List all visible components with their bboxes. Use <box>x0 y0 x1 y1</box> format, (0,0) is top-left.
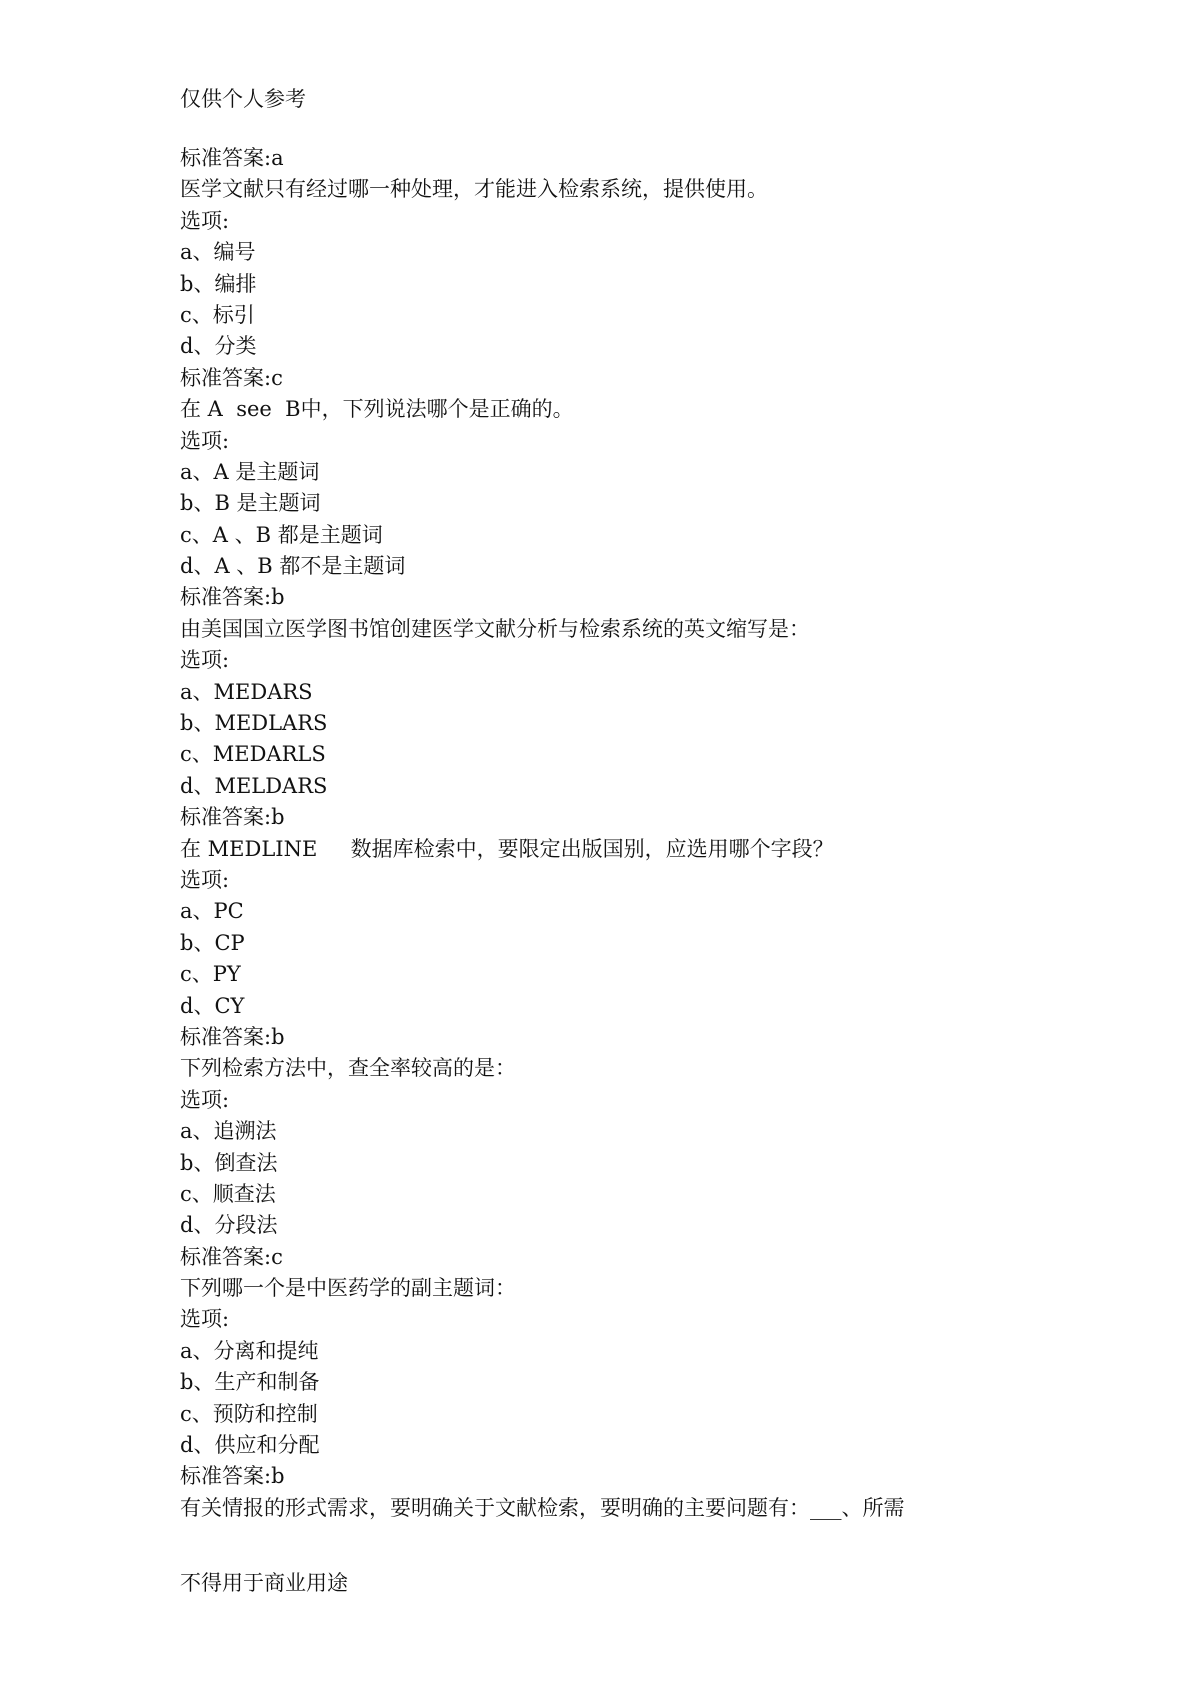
text-line: 标准答案:b <box>180 585 285 610</box>
text-line: d、供应和分配 <box>180 1433 320 1458</box>
text-line: 下列检索方法中，查全率较高的是： <box>180 1056 516 1081</box>
text-line: a、MEDARS <box>180 679 313 704</box>
text-line: 在 MEDLINE 数据库检索中，要限定出版国别，应选用哪个字段？ <box>180 836 834 861</box>
text-line: 标准答案:c <box>180 1244 283 1269</box>
text-line: c、A 、B 都是主题词 <box>180 522 383 547</box>
text-line: c、预防和控制 <box>180 1401 318 1426</box>
text-line: 医学文献只有经过哪一种处理，才能进入检索系统，提供使用。 <box>180 177 768 202</box>
text-line: c、PY <box>180 962 241 987</box>
text-line: 标准答案:a <box>180 146 284 170</box>
text-line: c、顺查法 <box>180 1181 276 1206</box>
text-line: b、CP <box>180 930 245 955</box>
text-line: d、CY <box>180 993 245 1018</box>
text-line: 下列哪一个是中医药学的副主题词： <box>180 1276 516 1301</box>
text-line: d、分段法 <box>180 1213 278 1238</box>
text-line: 标准答案:c <box>180 365 283 390</box>
text-line: a、PC <box>180 899 244 924</box>
text-line: 由美国国立医学图书馆创建医学文献分析与检索系统的英文缩写是： <box>180 616 810 641</box>
text-line: b、MEDLARS <box>180 711 328 736</box>
text-line: 有关情报的形式需求，要明确关于文献检索，要明确的主要问题有：___、所需 <box>180 1495 905 1520</box>
text-line: 选项: <box>180 208 230 233</box>
text-line: d、分类 <box>180 334 257 359</box>
text-line: d、MELDARS <box>180 773 328 798</box>
text-line: d、A 、B 都不是主题词 <box>180 554 406 579</box>
text-line: 标准答案:b <box>180 1024 285 1049</box>
text-line: a、编号 <box>180 240 256 265</box>
page-footer: 不得用于商业用途 <box>180 1571 348 1595</box>
text-line: 选项: <box>180 867 230 892</box>
text-line: 选项: <box>180 1307 230 1332</box>
text-line: b、编排 <box>180 271 257 296</box>
text-line: 选项: <box>180 1087 230 1112</box>
text-line: a、追溯法 <box>180 1119 277 1144</box>
text-line: 在 A see B中，下列说法哪个是正确的。 <box>180 397 574 422</box>
document-body <box>180 143 1140 1524</box>
text-line: b、生产和制备 <box>180 1370 320 1395</box>
text-line: c、MEDARLS <box>180 742 326 767</box>
text-line: b、倒查法 <box>180 1150 278 1175</box>
text-line: c、标引 <box>180 302 255 327</box>
text-line: 标准答案:b <box>180 805 285 830</box>
text-line: a、A 是主题词 <box>180 459 320 484</box>
text-line: 选项: <box>180 428 230 453</box>
page-header: 仅供个人参考 <box>180 87 306 111</box>
text-line: a、分离和提纯 <box>180 1338 319 1363</box>
text-line: 选项: <box>180 648 230 673</box>
text-line: 标准答案:b <box>180 1464 285 1489</box>
text-line: b、B 是主题词 <box>180 491 321 516</box>
